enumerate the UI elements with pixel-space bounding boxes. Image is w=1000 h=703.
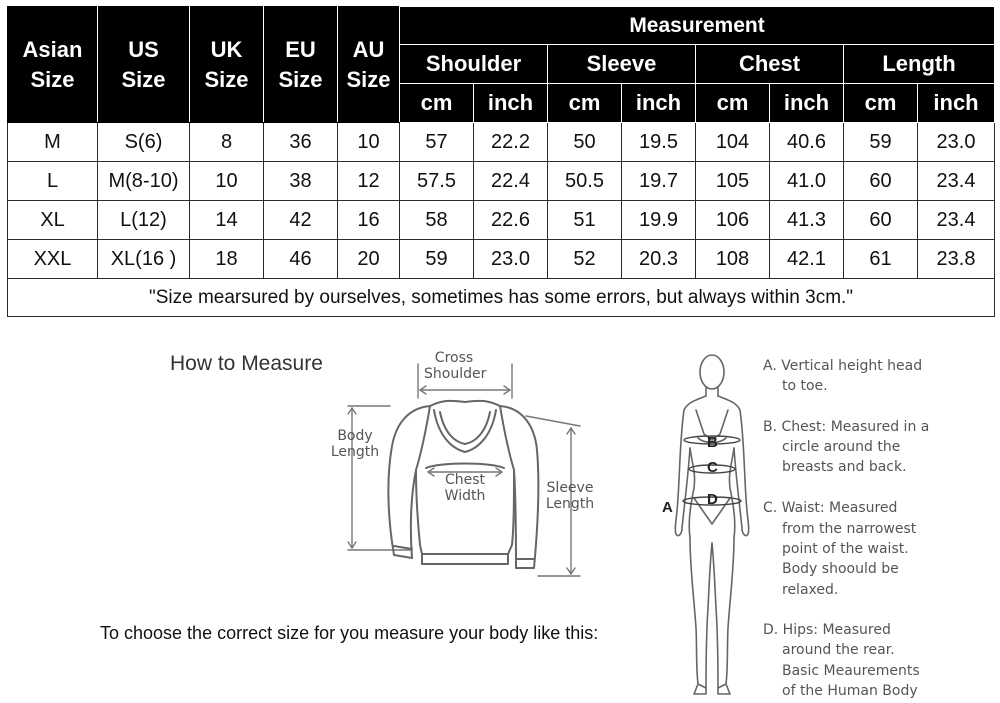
table-cell: 60 (844, 201, 918, 240)
body-letter-d: D (707, 491, 718, 508)
table-cell: 38 (264, 162, 338, 201)
body-measure-illustration (660, 348, 760, 703)
table-cell: 16 (338, 201, 400, 240)
table-cell: 20.3 (622, 240, 696, 279)
table-cell: L (8, 162, 98, 201)
header-unit: inch (622, 84, 696, 123)
table-cell: 50 (548, 123, 622, 162)
header-eu-size: EU Size (264, 7, 338, 123)
header-unit: cm (696, 84, 770, 123)
header-unit: cm (400, 84, 474, 123)
table-cell: 22.4 (474, 162, 548, 201)
table-cell: 23.4 (918, 201, 995, 240)
table-cell: 57 (400, 123, 474, 162)
body-length-label: Body Length (330, 428, 380, 460)
table-cell: XL(16 ) (98, 240, 190, 279)
legend-item-c: C. Waist: Measured from the narrowest point of the waist. Body shoould be relaxed. (763, 500, 917, 598)
table-cell: 41.0 (770, 162, 844, 201)
table-row (8, 123, 995, 162)
table-row (8, 240, 995, 279)
header-uk-size: UK Size (190, 7, 264, 123)
table-cell: 14 (190, 201, 264, 240)
table-row (8, 162, 995, 201)
body-letter-b: B (707, 434, 718, 451)
body-letter-a: A (662, 499, 673, 516)
size-note: "Size mearsured by ourselves, sometimes has some errors, but always within 3cm." (8, 279, 995, 317)
table-cell: 42.1 (770, 240, 844, 279)
size-chart-table (7, 6, 995, 317)
table-cell: 19.5 (622, 123, 696, 162)
header-unit: cm (844, 84, 918, 123)
table-cell: 19.9 (622, 201, 696, 240)
table-cell: 23.8 (918, 240, 995, 279)
header-shoulder: Shoulder (400, 45, 548, 84)
table-cell: S(6) (98, 123, 190, 162)
table-cell: 23.0 (474, 240, 548, 279)
table-cell: 20 (338, 240, 400, 279)
header-unit: cm (548, 84, 622, 123)
table-cell: 23.0 (918, 123, 995, 162)
body-letter-c: C (707, 459, 718, 476)
table-cell: 58 (400, 201, 474, 240)
table-cell: 10 (190, 162, 264, 201)
table-cell: 23.4 (918, 162, 995, 201)
table-cell: 10 (338, 123, 400, 162)
chest-width-label: Chest Width (444, 472, 486, 504)
table-cell: XL (8, 201, 98, 240)
table-cell: 57.5 (400, 162, 474, 201)
table-cell: 59 (844, 123, 918, 162)
header-unit: inch (770, 84, 844, 123)
table-cell: M (8, 123, 98, 162)
table-cell: 59 (400, 240, 474, 279)
table-cell: 8 (190, 123, 264, 162)
cross-shoulder-label: Cross Shoulder (424, 350, 487, 382)
table-cell: XXL (8, 240, 98, 279)
legend-item-b: B. Chest: Measured in a circle around the breasts and back. (763, 418, 930, 476)
table-cell: 40.6 (770, 123, 844, 162)
table-cell: 104 (696, 123, 770, 162)
table-cell: 22.2 (474, 123, 548, 162)
header-unit: inch (918, 84, 995, 123)
table-cell: 42 (264, 201, 338, 240)
table-cell: 12 (338, 162, 400, 201)
sleeve-length-label: Sleeve Length (545, 480, 595, 512)
table-cell: 46 (264, 240, 338, 279)
table-cell: 18 (190, 240, 264, 279)
table-cell: 61 (844, 240, 918, 279)
table-cell: 60 (844, 162, 918, 201)
table-cell: 41.3 (770, 201, 844, 240)
table-cell: M(8-10) (98, 162, 190, 201)
header-sleeve: Sleeve (548, 45, 696, 84)
table-cell: 50.5 (548, 162, 622, 201)
table-cell: 106 (696, 201, 770, 240)
table-cell: 19.7 (622, 162, 696, 201)
header-unit: inch (474, 84, 548, 123)
table-cell: 52 (548, 240, 622, 279)
header-length: Length (844, 45, 995, 84)
table-cell: 105 (696, 162, 770, 201)
how-to-measure-title: How to Measure (170, 352, 323, 375)
table-cell: 36 (264, 123, 338, 162)
legend-item-a: A. Vertical height head to toe. (763, 358, 923, 395)
note-row (8, 279, 995, 317)
header-au-size: AU Size (338, 7, 400, 123)
table-cell: 22.6 (474, 201, 548, 240)
table-row (8, 201, 995, 240)
table-cell: L(12) (98, 201, 190, 240)
header-us-size: US Size (98, 7, 190, 123)
table-cell: 51 (548, 201, 622, 240)
header-chest: Chest (696, 45, 844, 84)
measure-legend (763, 356, 993, 701)
sweater-measure-illustration (330, 350, 610, 590)
legend-item-d: D. Hips: Measured around the rear. Basic Meaurements of the Human Body (763, 621, 920, 699)
header-asian-size: Asian Size (8, 7, 98, 123)
table-cell: 108 (696, 240, 770, 279)
header-measurement: Measurement (400, 7, 995, 45)
measure-instruction: To choose the correct size for you measure your body like this: (100, 623, 599, 643)
